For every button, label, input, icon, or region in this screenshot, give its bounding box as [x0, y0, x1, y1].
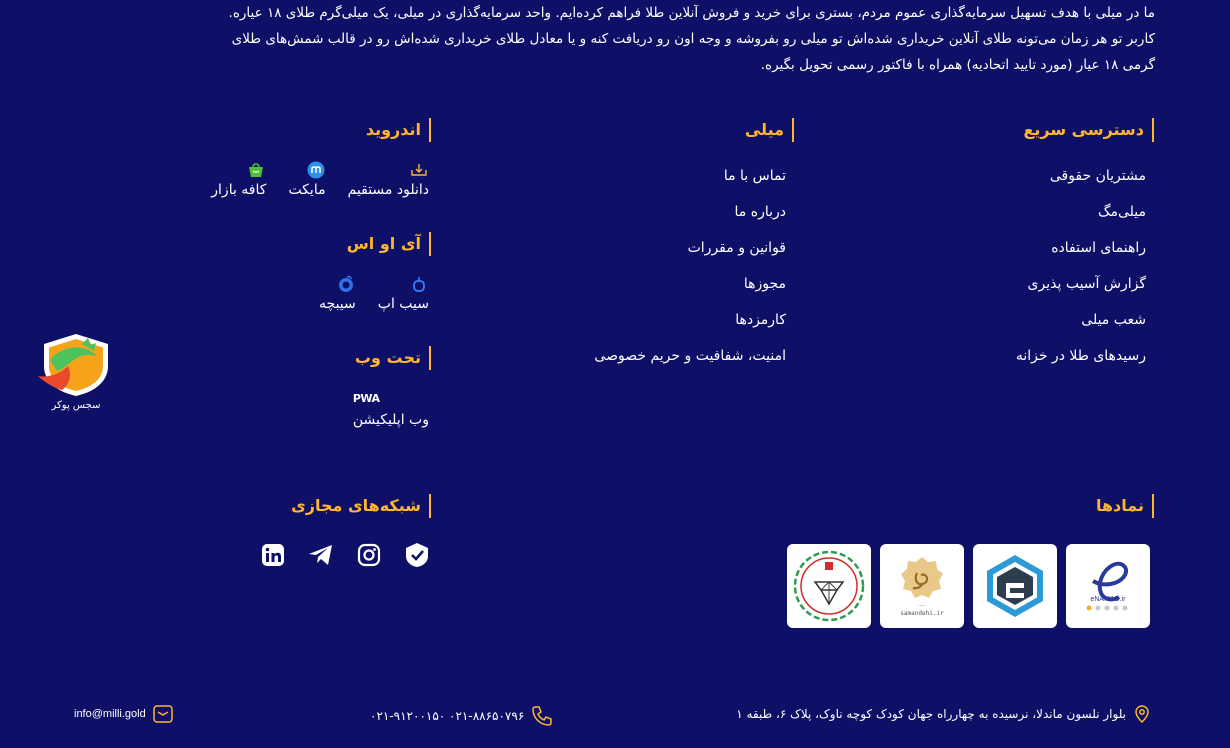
myket-link[interactable] — [288, 160, 325, 198]
union-logo-icon — [791, 548, 867, 624]
email-row[interactable] — [74, 704, 174, 724]
download-icon — [409, 160, 429, 180]
cafe-bazaar-icon — [246, 160, 266, 180]
sibapp-label: سیب اپ — [377, 296, 429, 312]
ios-apps — [319, 274, 429, 312]
samandehi-text: samandehi.ir — [900, 610, 944, 617]
ecunion-logo-icon — [984, 553, 1046, 619]
direct-download-label: دانلود مستقیم — [347, 182, 429, 198]
link-security-privacy[interactable]: امنیت، شفافیت و حریم خصوصی — [594, 348, 786, 364]
promo-text: سجس پوکر — [51, 400, 101, 411]
direct-download-link[interactable] — [348, 160, 429, 198]
link-terms[interactable]: قوانین و مقررات — [687, 240, 786, 256]
link-contact-us[interactable]: تماس با ما — [723, 168, 786, 184]
ios-title: آی او اس — [347, 232, 431, 256]
sibapp-link[interactable] — [378, 274, 429, 312]
location-icon — [1132, 704, 1152, 724]
pwa-icon: PWA — [352, 392, 380, 405]
about-line-3: گرمی ۱۸ عیار (مورد تایید اتحادیه) همراه با فاکتور رسمی تحویل بگیره. — [760, 57, 1155, 73]
trust-badges — [787, 544, 1150, 628]
about-paragraph — [80, 0, 1155, 78]
quick-access-title: دسترسی سریع — [1023, 118, 1154, 142]
link-gold-receipts[interactable]: رسیدهای طلا در خزانه — [1015, 348, 1146, 364]
enamad-logo-icon — [1073, 551, 1143, 621]
linkedin-icon[interactable] — [260, 542, 286, 568]
about-line-1: ما در میلی با هدف تسهیل سرمایه‌گذاری عموم مردم، بستری برای خرید و فروش آنلاین طلا فراهم کرده‌ایم. واحد سرمایه‌گذاری در میلی، یک میلی‌گرم طلای ۱۸ عیاره. — [228, 5, 1155, 21]
link-user-guide[interactable]: راهنمای استفاده — [1051, 240, 1146, 256]
link-about-us[interactable]: درباره ما — [734, 204, 786, 220]
instagram-icon[interactable] — [356, 542, 382, 568]
myket-label: مایکت — [288, 182, 326, 198]
sibche-icon — [336, 274, 356, 294]
android-title: اندروید — [366, 118, 431, 142]
address-row — [736, 704, 1152, 724]
link-milli-branches[interactable]: شعب میلی — [1081, 312, 1146, 328]
quick-access-links — [1016, 164, 1146, 380]
link-fees[interactable]: کارمزدها — [735, 312, 786, 328]
sibapp-icon — [409, 274, 429, 294]
phone-icon — [530, 704, 554, 728]
web-apps — [353, 390, 429, 428]
promo-widget[interactable] — [36, 330, 116, 412]
about-line-2: کاربر تو هر زمان می‌تونه طلای آنلاین خریداری شده‌اش تو میلی رو بفروشه و وجه اون رو دریافت کنه و یا معادل طلای خریداری شده‌اش رو در قالب شمش‌های طلای — [231, 31, 1155, 47]
virgool-icon[interactable] — [404, 542, 430, 568]
milli-links — [594, 164, 786, 380]
email-text: info@milli.gold — [74, 708, 146, 720]
address-text: بلوار نلسون ماندلا، نرسیده به چهارراه جهان کودک کوچه ناوک، پلاک ۶، طبقه ۱ — [736, 707, 1126, 721]
myket-icon — [306, 160, 326, 180]
link-licenses[interactable]: مجوزها — [743, 276, 786, 292]
samandehi-badge[interactable] — [880, 544, 964, 628]
link-corporate-customers[interactable]: مشتریان حقوقی — [1049, 168, 1146, 184]
mail-icon — [152, 704, 174, 724]
promo-logo-icon — [36, 330, 116, 398]
social-icons — [260, 542, 430, 568]
phone-row[interactable] — [370, 704, 554, 728]
trust-badges-title: نمادها — [1096, 494, 1154, 518]
milli-title: میلی — [745, 118, 794, 142]
samandehi-caption: ····· — [918, 603, 926, 609]
social-title: شبکه‌های مجازی — [291, 494, 431, 518]
sibche-label: سیبچه — [319, 296, 356, 312]
web-app-label: وب اپلیکیشن — [352, 412, 429, 428]
sibche-link[interactable] — [319, 274, 356, 312]
cafe-bazaar-label: کافه بازار — [211, 182, 267, 198]
android-apps — [211, 160, 429, 198]
enamad-badge[interactable] — [1066, 544, 1150, 628]
samandehi-logo-icon — [887, 551, 957, 621]
cafe-bazaar-link[interactable] — [211, 160, 266, 198]
union-badge[interactable] — [787, 544, 871, 628]
telegram-icon[interactable] — [308, 542, 334, 568]
web-app-link[interactable] — [353, 390, 429, 428]
enamad-text: eNAMAD.ir — [1090, 596, 1126, 603]
ecunion-badge[interactable] — [973, 544, 1057, 628]
phone-text: ۰۲۱-۹۱۲۰۰۱۵۰ ۰۲۱-۸۸۶۵۰۷۹۶ — [370, 709, 525, 723]
link-vulnerability-report[interactable]: گزارش آسیب پذیری — [1027, 276, 1146, 292]
link-milli-mag[interactable]: میلی‌مگ — [1097, 204, 1146, 220]
web-title: تحت وب — [355, 346, 431, 370]
